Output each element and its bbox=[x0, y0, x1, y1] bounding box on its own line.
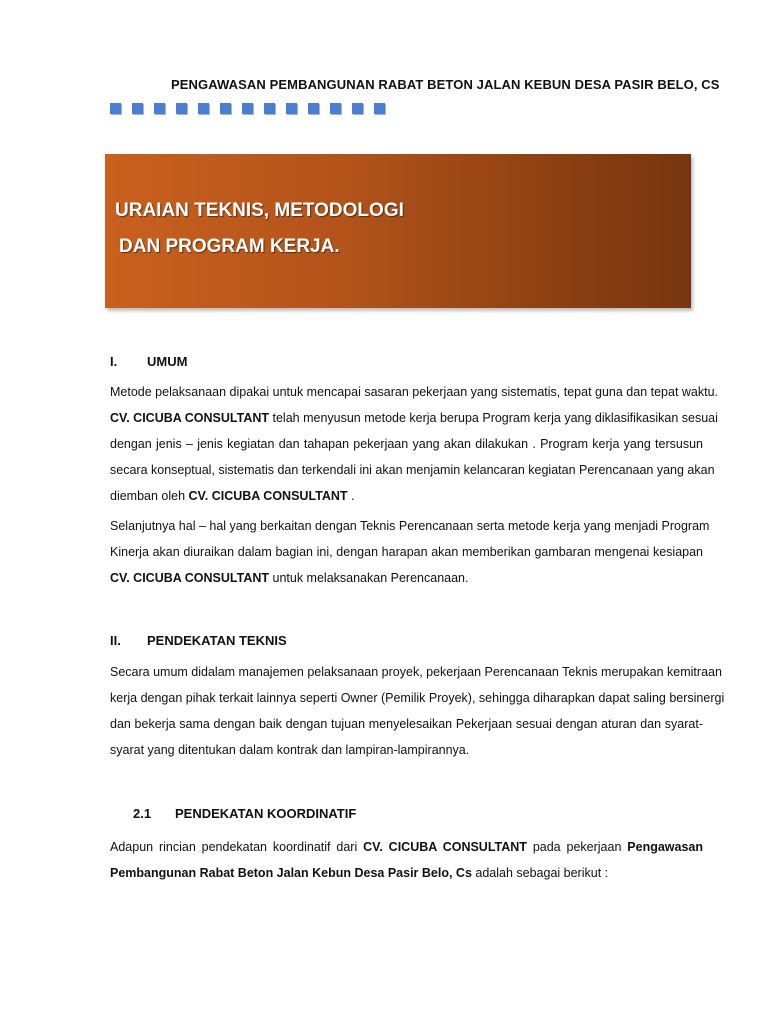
square-bullet bbox=[286, 103, 297, 114]
company-name: CV. CICUBA CONSULTANT bbox=[188, 489, 348, 503]
company-name: CV. CICUBA CONSULTANT bbox=[110, 411, 270, 425]
square-bullet bbox=[198, 103, 209, 114]
company-name: CV. CICUBA CONSULTANT bbox=[110, 571, 270, 585]
text-line: dan bekerja sama dengan baik dengan tujuan menyelesaikan Pekerjaan sesuai dengan aturan dan syarat- bbox=[110, 717, 703, 731]
paragraph-umum-1 bbox=[110, 379, 719, 509]
text-span: diemban oleh bbox=[110, 489, 189, 503]
text-line bbox=[110, 565, 703, 591]
square-bullet bbox=[242, 103, 253, 114]
text-line bbox=[110, 834, 703, 860]
text-line: Metode pelaksanaan dipakai untuk mencapai sasaran pekerjaan yang sistematis, tepat guna dan tepat waktu. bbox=[110, 385, 719, 399]
square-bullet bbox=[132, 103, 143, 114]
square-bullet bbox=[220, 103, 231, 114]
text-span: adalah sebagai berikut : bbox=[471, 866, 609, 880]
text-line: syarat yang ditentukan dalam kontrak dan lampiran-lampirannya. bbox=[110, 743, 470, 757]
decorative-square-row bbox=[110, 103, 396, 115]
text-line: Secara umum didalam manajemen pelaksanaan proyek, pekerjaan Perencanaan Teknis merupakan kemitraan bbox=[110, 665, 722, 679]
project-name-part: Pembangunan Rabat Beton Jalan Kebun Desa Pasir Belo, Cs bbox=[110, 866, 472, 880]
text-span: untuk melaksanakan Perencanaan. bbox=[269, 571, 469, 585]
paragraph-pendekatan-teknis bbox=[110, 659, 725, 763]
section-title: PENDEKATAN TEKNIS bbox=[147, 633, 287, 648]
text-line: Kinerja akan diuraikan dalam bagian ini, dengan harapan akan memberikan gambaran mengenai kesiapan bbox=[110, 545, 703, 559]
text-line: kerja dengan pihak terkait lainnya seperti Owner (Pemilik Proyek), sehingga diharapkan dapat saling bersinergi bbox=[110, 691, 725, 705]
title-banner bbox=[105, 154, 691, 308]
text-span: . bbox=[347, 489, 355, 503]
text-line: secara konseptual, sistematis dan terkendali ini akan menjamin kelancaran kegiatan Perencanaan yang akan bbox=[110, 463, 715, 477]
project-name-part: Pengawasan bbox=[627, 840, 704, 854]
text-line bbox=[110, 860, 703, 886]
subsection-number: 2.1 bbox=[133, 806, 152, 821]
square-bullet bbox=[308, 103, 319, 114]
section-number: II. bbox=[110, 633, 121, 648]
text-line: Selanjutnya hal – hal yang berkaitan dengan Teknis Perencanaan serta metode kerja yang menjadi Program bbox=[110, 519, 710, 533]
text-line: dengan jenis – jenis kegiatan dan tahapan pekerjaan yang akan dilakukan . Program kerja yang tersusun bbox=[110, 437, 703, 451]
text-span: Adapun rincian pendekatan koordinatif dari bbox=[110, 840, 364, 854]
square-bullet bbox=[264, 103, 275, 114]
square-bullet bbox=[176, 103, 187, 114]
section-title: UMUM bbox=[147, 354, 188, 369]
text-span: pada pekerjaan bbox=[526, 840, 628, 854]
paragraph-koordinatif bbox=[110, 834, 703, 886]
paragraph-umum-2 bbox=[110, 513, 710, 591]
banner-title-line1: URAIAN TEKNIS, METODOLOGI bbox=[115, 200, 404, 221]
subsection-title: PENDEKATAN KOORDINATIF bbox=[175, 806, 357, 821]
text-line bbox=[110, 405, 718, 431]
company-name: CV. CICUBA CONSULTANT bbox=[363, 840, 527, 854]
running-header: PENGAWASAN PEMBANGUNAN RABAT BETON JALAN KEBUN DESA PASIR BELO, CS bbox=[171, 77, 720, 92]
text-line bbox=[110, 483, 703, 509]
square-bullet bbox=[374, 103, 385, 114]
section-number: I. bbox=[110, 354, 118, 369]
square-bullet bbox=[352, 103, 363, 114]
square-bullet bbox=[154, 103, 165, 114]
banner-title-line2: DAN PROGRAM KERJA. bbox=[119, 236, 340, 257]
square-bullet bbox=[110, 103, 121, 114]
square-bullet bbox=[330, 103, 341, 114]
text-span: telah menyusun metode kerja berupa Program kerja yang diklasifikasikan sesuai bbox=[269, 411, 718, 425]
